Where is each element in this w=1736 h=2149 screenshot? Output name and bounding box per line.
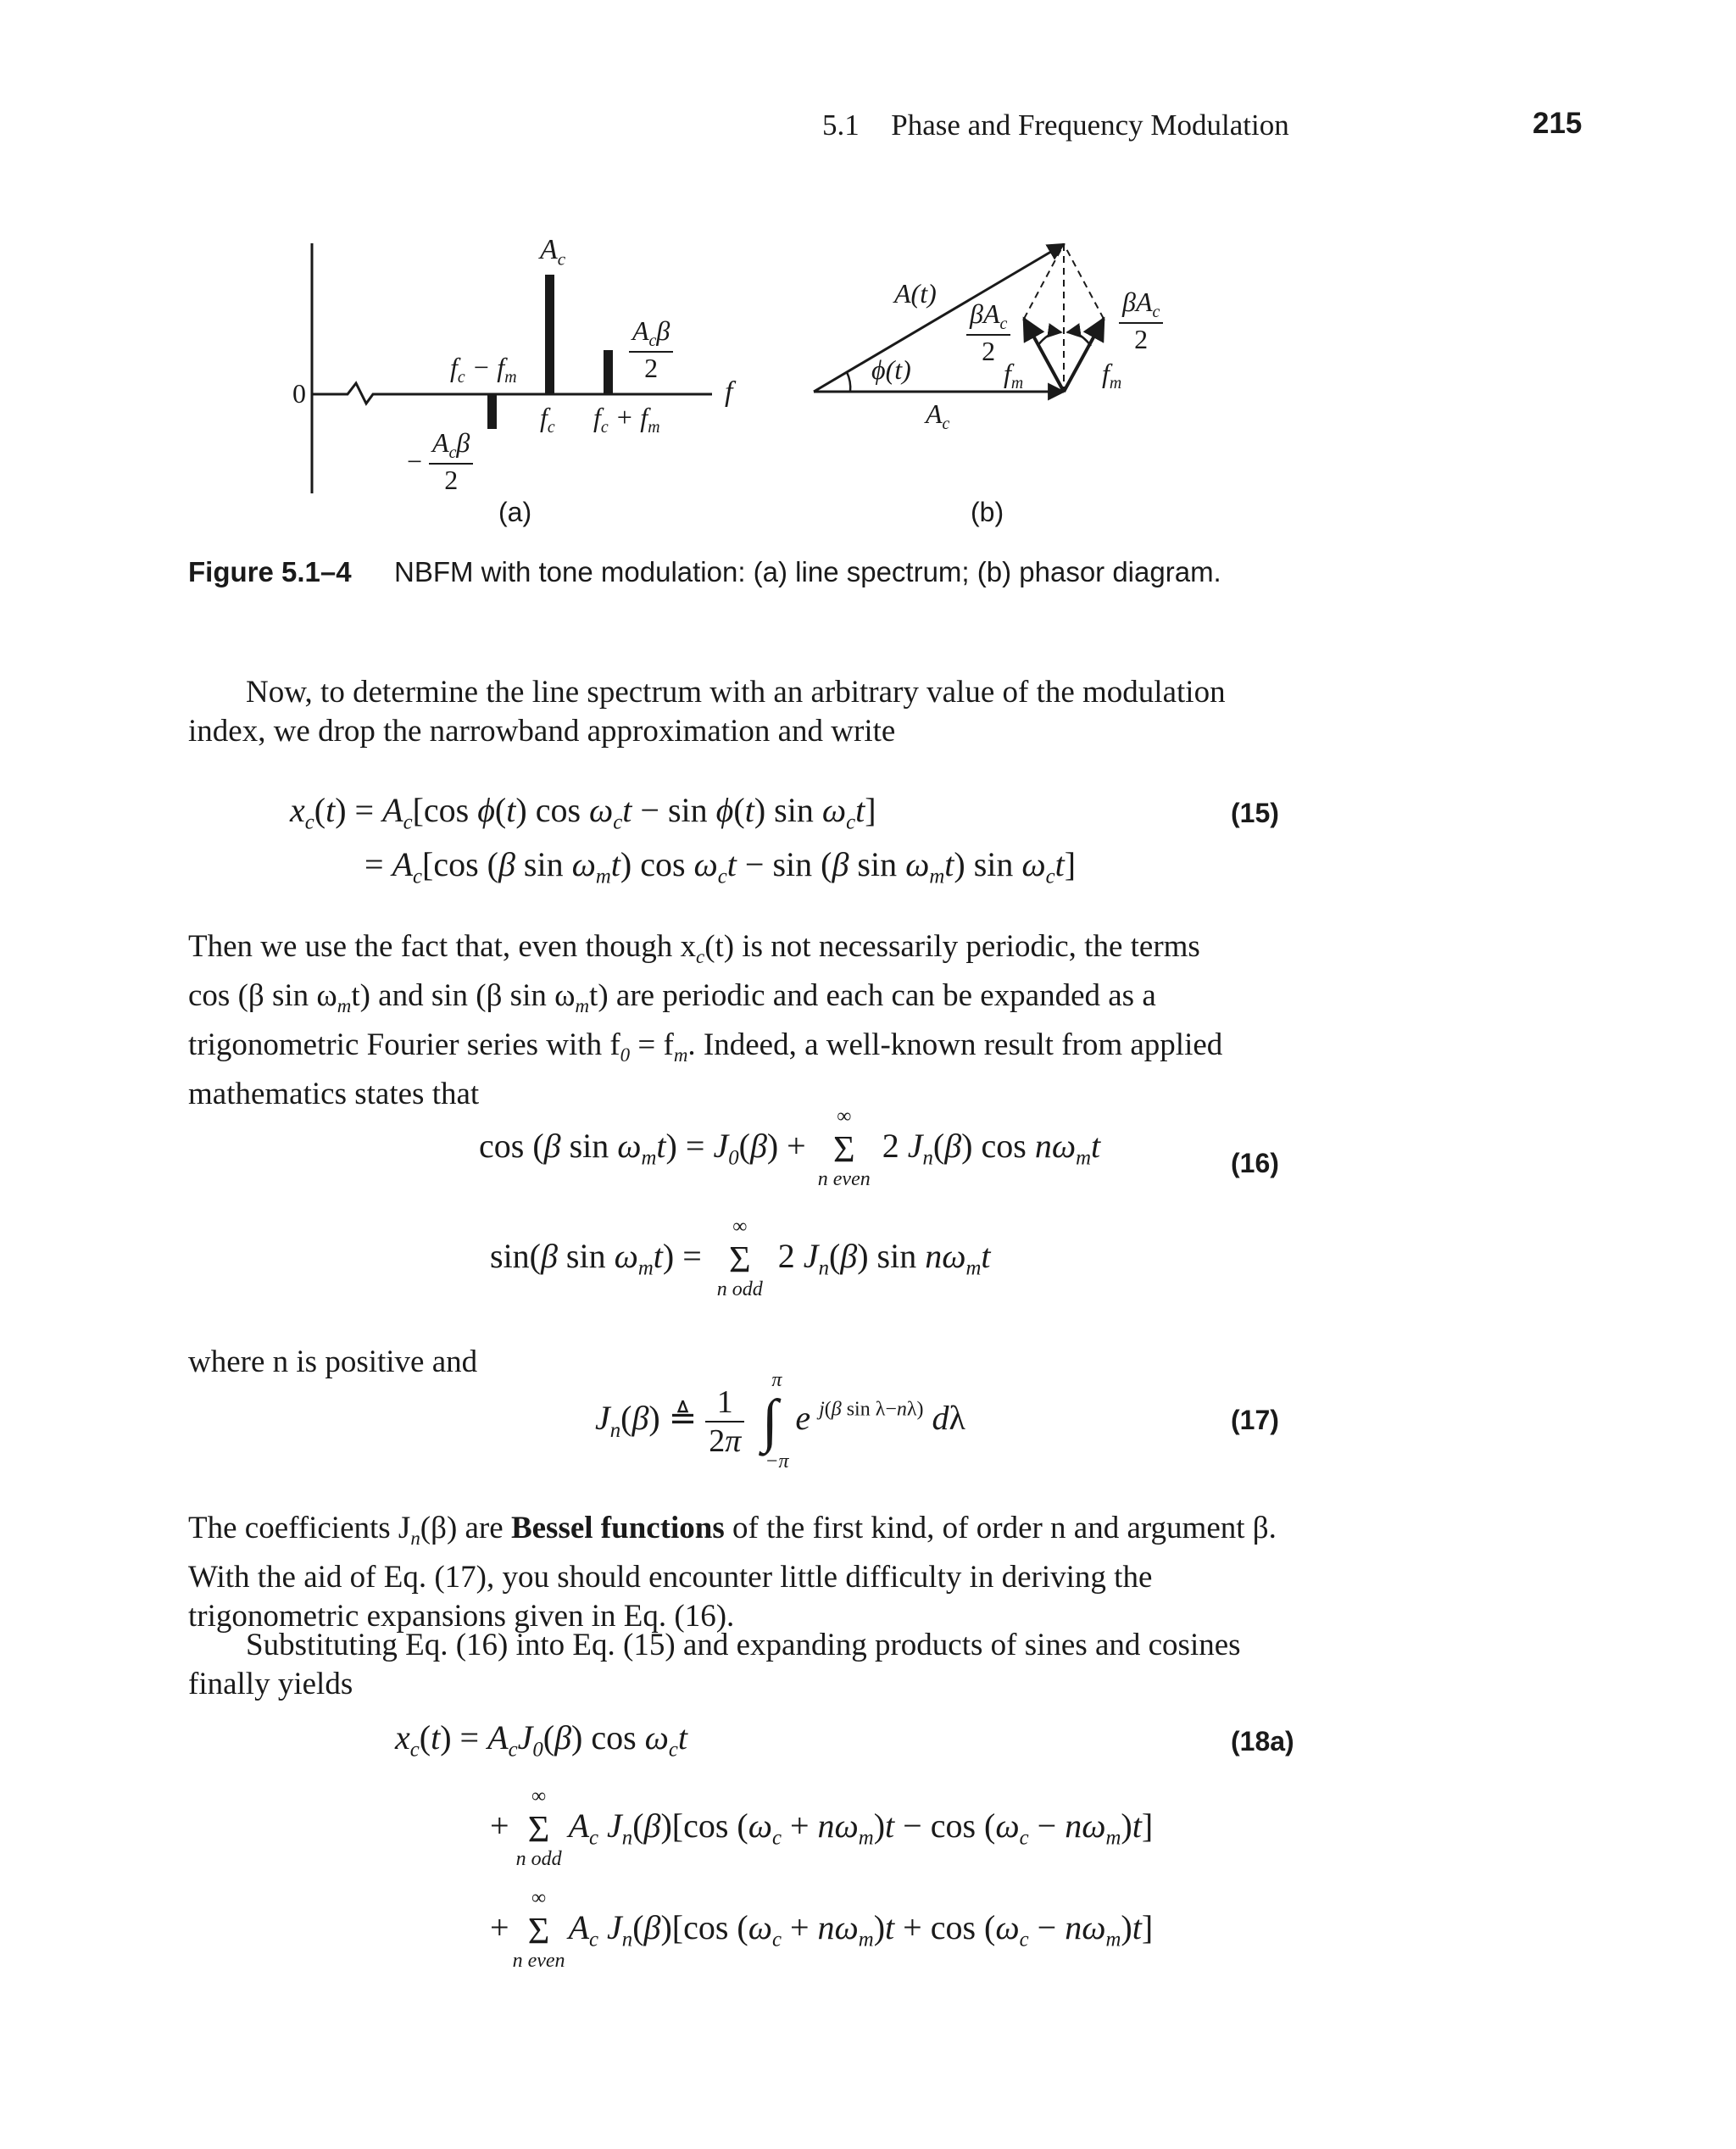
right-sideband-frequency: $f_m$ <box>1102 358 1122 392</box>
paragraph-2: Then we use the fact that, even though $x_c(t)$ is not necessarily periodic, the terms cos (β $\sin \omega_mt$) and sin (β $\sin \omega_mt$) are periodic and each can be expanded as a trigonometric Fourier series with $f_0 = f_m$. Indeed, a well-known result from applied mathematics states that <box>188 929 1223 1112</box>
dashed-projection-right <box>1064 244 1104 319</box>
left-sideband-amplitude: $\beta A_c$ 2 <box>966 298 1010 367</box>
equation-16-number: (16) <box>1231 1148 1279 1178</box>
integral-sign: π ∫ −π <box>761 1369 789 1473</box>
frequency-axis-label: f <box>725 376 733 408</box>
section-number: 5.1 <box>822 109 860 142</box>
sum-n-even-18a: ∞ Σ n even <box>512 1887 565 1973</box>
paragraph-5: Substituting Eq. (16) into Eq. (15) and expanding products of sines and cosines finally yields <box>188 1628 1241 1701</box>
figure-caption-text: NBFM with tone modulation: (a) line spectrum; (b) phasor diagram. <box>394 556 1221 587</box>
sideband-phasor-left <box>1024 319 1064 392</box>
lower-sideband-amplitude: − $\frac{A_c\beta}{2}$ <box>407 427 473 496</box>
carrier-line <box>545 275 554 394</box>
equation-17: $J_n(\beta)$ ≜ $\frac{1}{2\pi}$ π ∫ −π e $^{j(\beta sin \lambda-n\lambda)}$ dλ <box>595 1369 965 1473</box>
equation-18a-line-3: + ∞ Σ n even $A_c$ $J_n(\beta)[\cos$ $(\omega_c + n\omega_m)t + \cos (\omega_c - n\omega_m)t$] <box>490 1887 1154 1973</box>
paragraph-1: Now, to determine the line spectrum with an arbitrary value of the modulation index, we drop the narrowband approximation and write <box>188 675 1226 749</box>
angle-label: ϕ(t) <box>871 354 911 385</box>
panel-a-label: (a) <box>498 497 532 527</box>
equation-16-line-1: cos (β $\sin \omega_mt) = J_0(\beta)$ + ∞ Σ n even 2 $J_n(\beta)$ $\cos n\omega_mt$ <box>479 1105 1101 1191</box>
rotation-arc-left <box>1038 332 1061 346</box>
sideband-phasor-right <box>1064 319 1104 392</box>
figure-nbfm <box>0 0 1736 543</box>
equation-15-number: (15) <box>1231 798 1279 828</box>
paragraph-3: where n is positive and <box>188 1345 478 1379</box>
upper-sideband-amplitude: $A_c\beta$ 2 <box>629 315 673 384</box>
lower-sideband-frequency: $f_c - f_m$ <box>450 352 517 387</box>
equation-16-line-2: sin(β $\sin \omega_mt$) = ∞ Σ n odd 2 $J_n(\beta)$ $\sin n\omega_mt$ <box>490 1216 991 1301</box>
paragraph-4: The coefficients $J_n(\beta)$ are Bessel functions of the first kind, of order n and argument β. With the aid of Eq. (17), you should encounter little difficulty in deriving the trigonometric expansions given in Eq. (16). <box>188 1511 1277 1634</box>
section-title: Phase and Frequency Modulation <box>891 109 1289 142</box>
equation-18a-line-1: $x_c(t) = A_cJ_0(\beta)$ $\cos \omega_ct$ <box>395 1718 688 1762</box>
equation-15-line-1: $x_c(t) = A_c[\cos$ ϕ(t) $\cos \omega_ct - \sin \phi(t)$ $\sin \omega_ct$] <box>290 791 876 834</box>
bessel-functions-term: Bessel functions <box>510 1511 725 1545</box>
equation-15-line-2: = $A_c[\cos$ (β $\sin \omega_mt$) $\cos \omega_ct - \sin (\beta$ $\sin \omega_mt$) $\sin \omega_ct$] <box>364 845 1077 888</box>
carrier-frequency: $f_c$ <box>540 402 555 437</box>
phase-angle-arc <box>847 372 850 392</box>
resultant-phasor <box>814 244 1064 392</box>
lower-sideband-line <box>487 394 497 429</box>
equation-18a-number: (18a) <box>1231 1726 1294 1757</box>
left-sideband-frequency: $f_m$ <box>1004 358 1024 392</box>
upper-sideband-frequency: $f_c + f_m$ <box>593 402 660 437</box>
panel-b-label: (b) <box>971 497 1004 527</box>
sum-n-even: ∞ Σ n even <box>817 1105 871 1191</box>
equation-17-number: (17) <box>1231 1405 1279 1435</box>
right-sideband-amplitude: $\beta A_c$ 2 <box>1119 287 1163 355</box>
carrier-amplitude-label: $A_c$ <box>540 234 566 270</box>
panel-b-phasor-diagram <box>814 244 1104 392</box>
equation-18a-line-2: + ∞ Σ n odd $A_c$ $J_n(\beta)[\cos$ $(\omega_c + n\omega_m)t - \cos (\omega_c - n\omega_m)t$] <box>490 1785 1154 1871</box>
page-number: 215 <box>1533 107 1583 140</box>
sum-n-odd-18a: ∞ Σ n odd <box>515 1785 562 1871</box>
zero-label: 0 <box>292 378 306 409</box>
sum-n-odd: ∞ Σ n odd <box>716 1216 763 1301</box>
upper-sideband-line <box>604 350 613 394</box>
carrier-phasor-label: $A_c$ <box>926 398 950 433</box>
rotation-arc-right <box>1067 332 1091 346</box>
figure-caption-label: Figure 5.1–4 <box>188 556 352 587</box>
resultant-label: A(t) <box>894 278 937 309</box>
